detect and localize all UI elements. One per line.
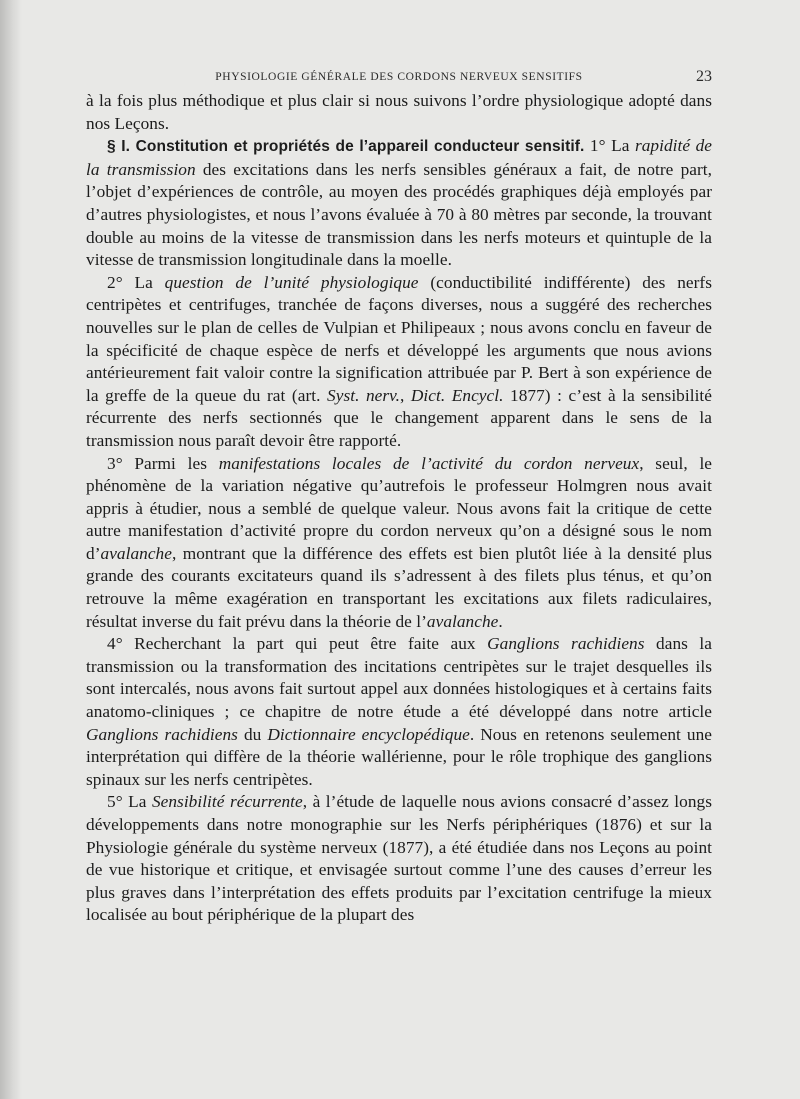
italic-run: Ganglions rachidiens [86, 724, 238, 744]
paragraph-continuation [86, 90, 712, 135]
paragraph-item-2 [86, 272, 712, 453]
paragraph-item-4 [86, 633, 712, 791]
text-run: 1877) : c’est à la sensibilité récurrente des nerfs sectionnés que le changement apparent dans le sens de la transmission nous paraît devoir être rapporté. [86, 385, 712, 450]
section-heading: § I. Constitution et propriétés de l’appareil conducteur sensitif. [107, 138, 585, 156]
italic-run: question de l’unité physiologique [164, 272, 419, 292]
italic-run: Dict. Encycl. [410, 385, 504, 405]
text-run: 5° La [107, 792, 152, 812]
text-run: , [399, 385, 411, 405]
italic-run: Ganglions rachidiens [487, 634, 645, 654]
book-page [86, 62, 712, 927]
italic-run: Sensibilité récurrente [151, 792, 303, 812]
text-run: dans la transmission ou la transformation des incitations centripètes sur le trajet desquelles ils sont intercalés, nous avons fait surtout appel aux données histologiques et à certains faits anatomo-cliniques ; ce chapitre de notre étude a été développé dans notre article [86, 634, 712, 722]
text-run: , à l’étude de laquelle nous avions consacré d’assez longs développements dans notre monographie sur les Nerfs périphériques (1876) et sur la Physiologie générale du système nerveux (1877), a été étudiée dans nos Leçons au point de vue historique et critique, et envisagée surtout comme l’une des causes d’erreur les plus graves dans l’interprétation des effets produits par l’excitation centrifuge la mieux localisée au bout périphérique de la plupart des [86, 792, 712, 925]
text-run: , seul, le phénomène de la variation négative qu’autrefois le professeur Holmgren nous avait appris à étudier, nous a semblé de quelque valeur. Nous avons fait la critique de cette autre manifestation d’activité propre du cordon nerveux qu’on a désigné sous le nom d’ [86, 453, 713, 563]
italic-run: Syst. nerv. [327, 385, 400, 405]
text-run: (conductibilité indifférente) des nerfs centripètes et centrifuges, tranchée de façons diverses, nous a suggéré des recherches nouvelles sur le plan de celles de Vulpian et Philipeaux ; nous avons conclu en faveur de la spécificité de chaque espèce de nerfs et développé les arguments que nous avions antérieurement fait valoir contre la signification attribuée par P. Bert à son expérience de la greffe de la queue du rat (art. [86, 272, 713, 405]
italic-run: avalanche [100, 543, 172, 563]
italic-run: avalanche [426, 611, 499, 631]
paragraph-section-1 [86, 135, 712, 272]
paragraph-item-3 [86, 453, 712, 634]
scan-shadow-edge [0, 0, 22, 1099]
italic-run: rapidité de la transmission [86, 136, 712, 179]
text-run: 1° La [584, 136, 635, 156]
italic-run: manifestations locales de l’activité du cordon nerveux [218, 453, 640, 473]
running-head [86, 62, 712, 90]
text-run: 2° La [107, 272, 165, 292]
text-run: 3° Parmi les [107, 453, 219, 473]
italic-run: Dictionnaire encyclopédique [267, 724, 470, 744]
paragraph-item-5 [86, 791, 712, 927]
page-number: 23 [696, 68, 712, 85]
text-run: . [498, 611, 503, 631]
text-run: . Nous en retenons seulement une interprétation qui diffère de la théorie wallérienne, pour le rôle trophique des ganglions spinaux sur les nerfs centripètes. [86, 724, 712, 789]
text-run: , montrant que la différence des effets est bien plutôt liée à la densité plus grande des courants excitateurs quand ils s’adressent à des filets plus ténus, et qu’on retrouve la même exagération en transportant les excitations aux filets radiculaires, résultat inverse du fait prévu dans la théorie de l’ [86, 543, 712, 631]
text-run: 4° Recherchant la part qui peut être faite aux [107, 634, 488, 654]
text-run: à la fois plus méthodique et plus clair si nous suivons l’ordre physiologique adopté dans nos Leçons. [86, 91, 712, 133]
running-head-title: PHYSIOLOGIE GÉNÉRALE DES CORDONS NERVEUX SENSITIFS [215, 71, 583, 83]
text-run: du [237, 724, 268, 744]
text-run: des excitations dans les nerfs sensibles généraux a fait, de notre part, l’objet d’expériences de contrôle, au moyen des procédés graphiques déjà employés par d’autres physiologistes, et nous l’avons évaluée à 70 à 80 mètres par seconde, la trouvant double au moins de la vitesse de transmission dans les nerfs moteurs et quintuple de la vitesse de transmission longitudinale dans la moelle. [86, 159, 713, 270]
